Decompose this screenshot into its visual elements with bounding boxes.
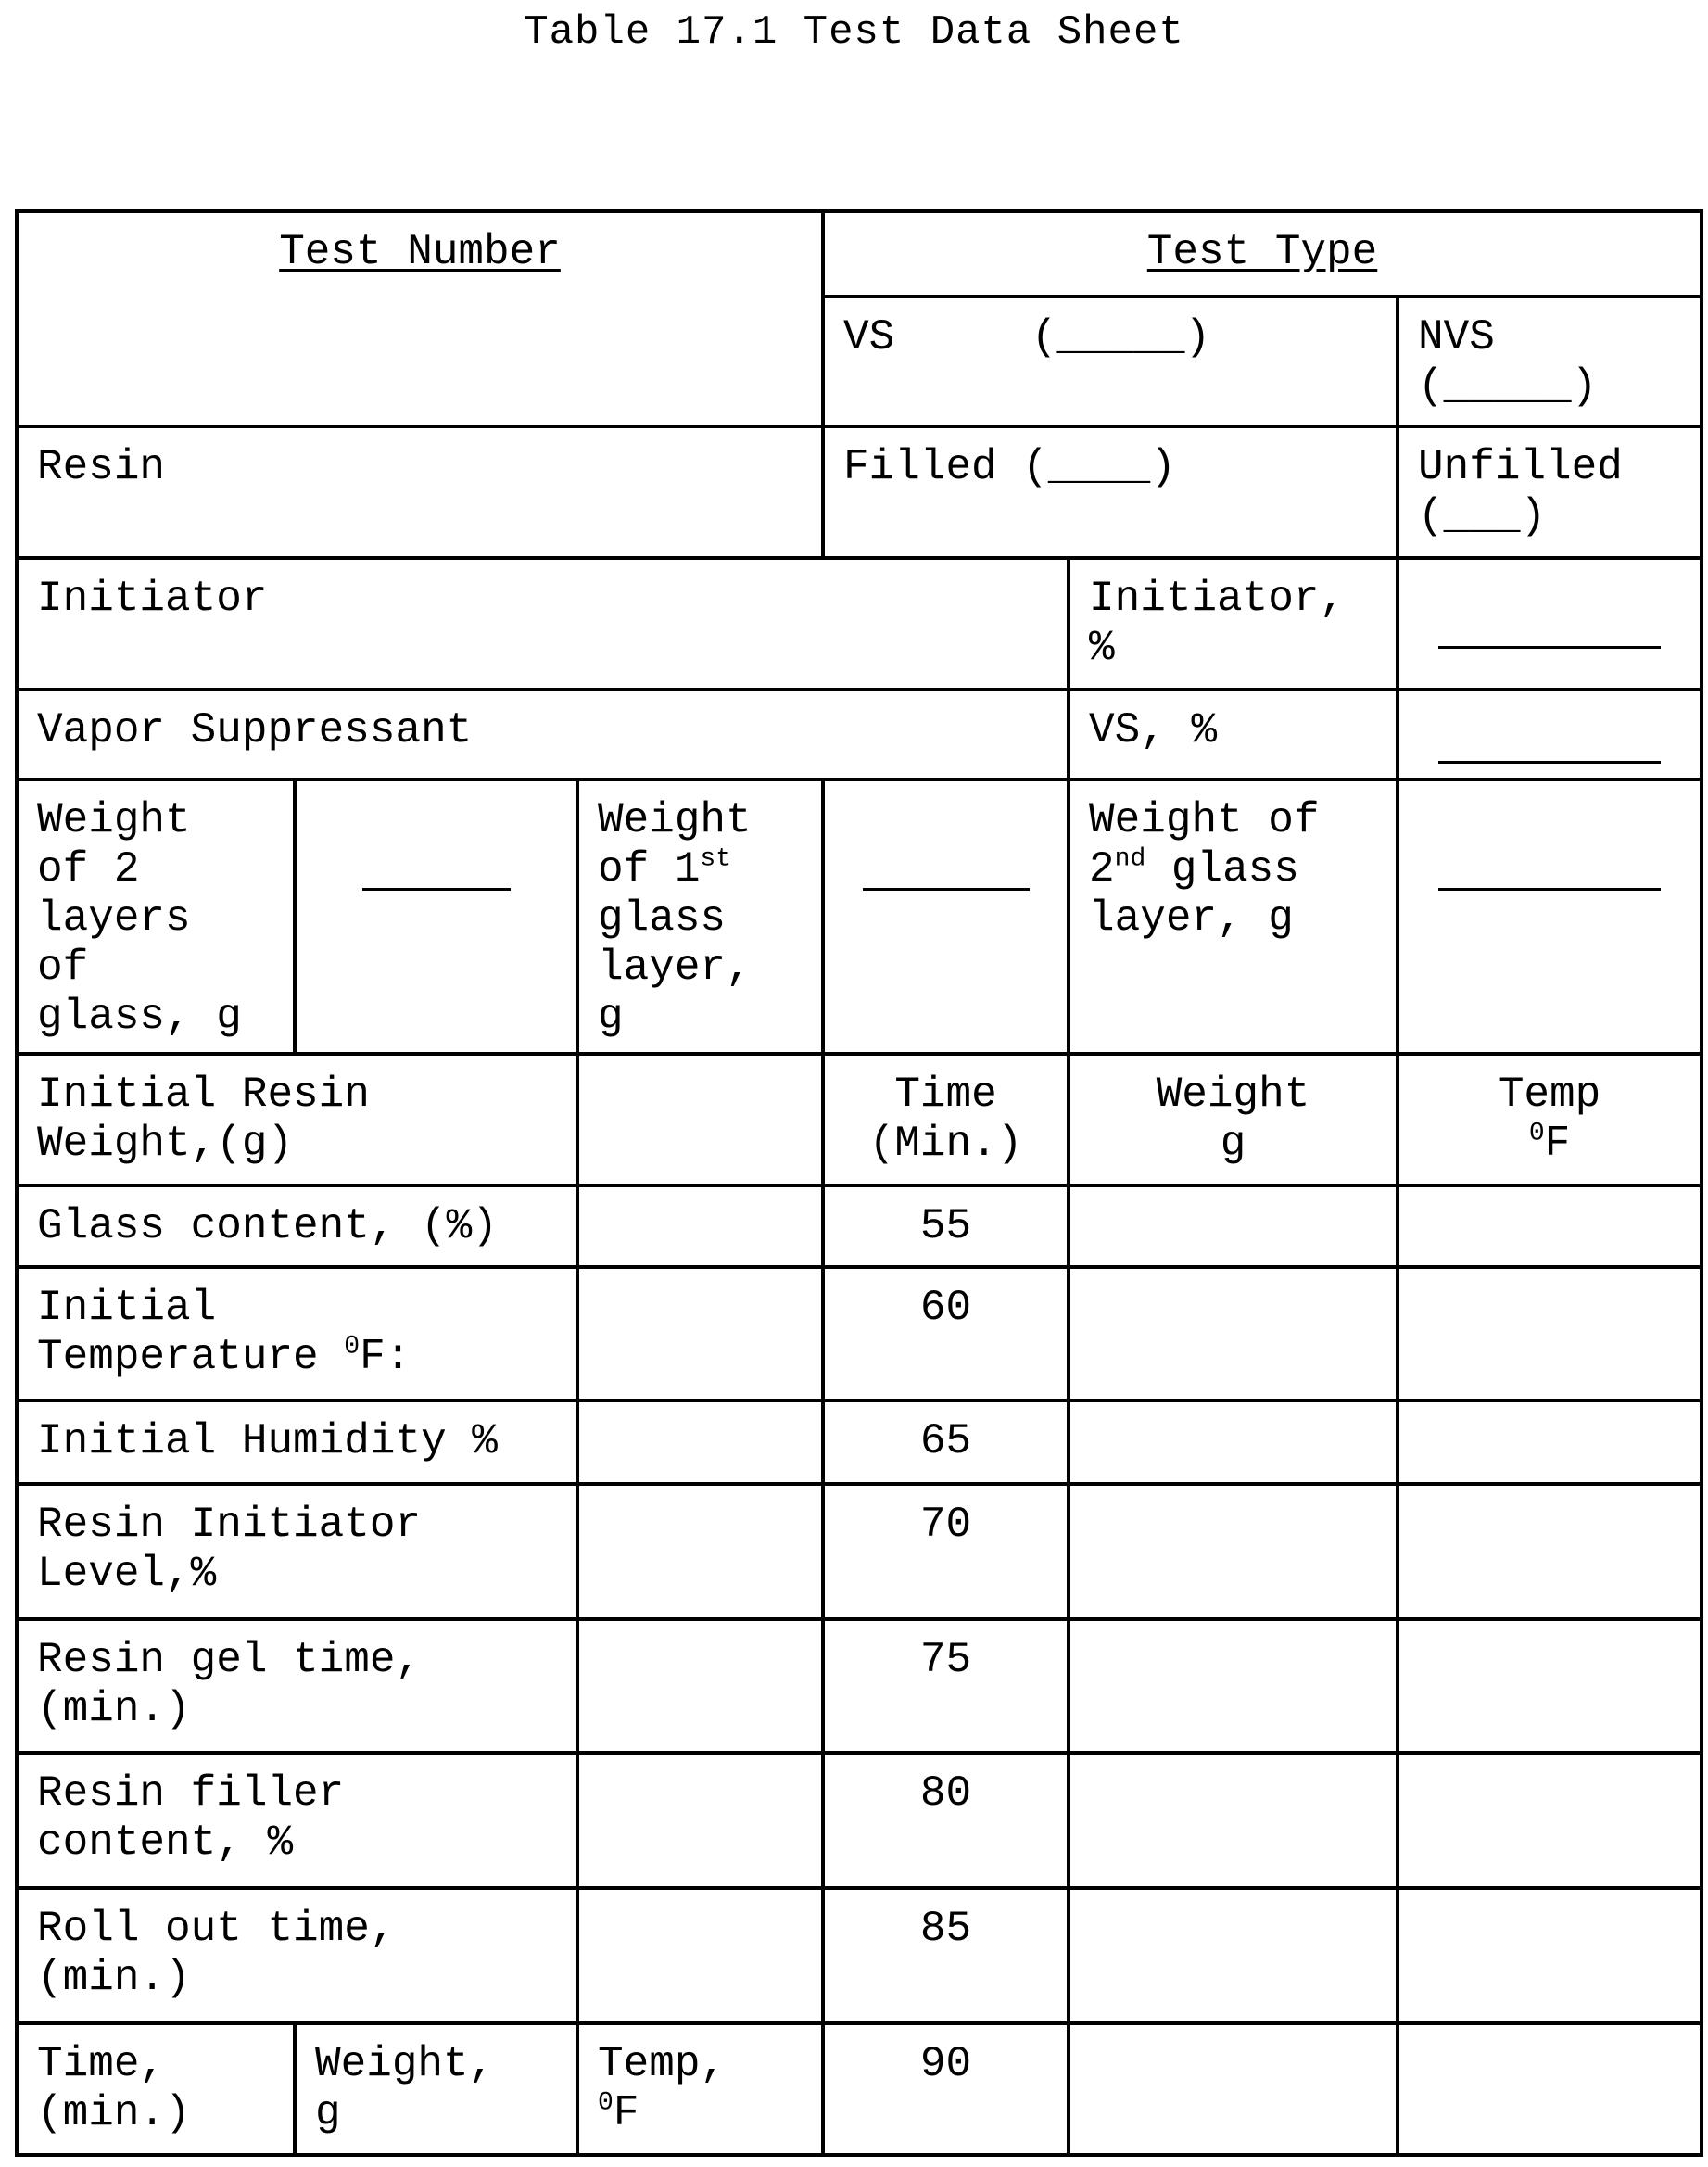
nvs-label: NVS — [1418, 313, 1495, 361]
footer-temp-sup: 0 — [598, 2088, 614, 2118]
nvs-blank: (_____) — [1418, 362, 1598, 411]
footer-temp-text: Temp, — [598, 2040, 727, 2088]
resin-cell — [17, 426, 823, 558]
weight-entry-85[interactable] — [1069, 1888, 1398, 2023]
footer-temp-label — [577, 2023, 823, 2155]
test-number-label: Test Number — [279, 228, 561, 276]
weight-two-layers-label: Weight of 2 layers of glass, g — [17, 779, 295, 1054]
row-value-6[interactable] — [577, 1753, 823, 1888]
unfilled-cell[interactable] — [1398, 426, 1702, 558]
row-value-7[interactable] — [577, 1888, 823, 2023]
weight-first-sup: st — [700, 844, 732, 874]
vs-label: VS — [843, 313, 895, 361]
weight-first-text-b: glass layer, g — [598, 894, 752, 1041]
time-value-65: 65 — [823, 1400, 1069, 1484]
initiator-pct-field[interactable] — [1398, 558, 1702, 690]
test-type-label: Test Type — [1146, 228, 1378, 276]
row-value-3[interactable] — [577, 1400, 823, 1484]
weight-second-layer-label — [1069, 779, 1398, 1054]
temp-entry-90[interactable] — [1398, 2023, 1702, 2155]
temp-entry-75[interactable] — [1398, 1619, 1702, 1753]
weight-first-text-a: Weight of 1 — [598, 796, 752, 893]
row-label-2 — [17, 1267, 577, 1400]
initiator-cell — [17, 558, 1069, 690]
temp-entry-60[interactable] — [1398, 1267, 1702, 1400]
weight-first-layer-blank — [863, 882, 1030, 891]
weight-entry-70[interactable] — [1069, 1484, 1398, 1619]
row-value-2[interactable] — [577, 1267, 823, 1400]
time-value-70: 70 — [823, 1484, 1069, 1619]
weight-first-layer-field[interactable] — [823, 779, 1069, 1054]
vapor-suppressant-label: Vapor Suppressant — [37, 706, 473, 754]
weight-entry-80[interactable] — [1069, 1753, 1398, 1888]
vs-pct-blank — [1438, 755, 1661, 764]
time-value-80: 80 — [823, 1753, 1069, 1888]
weight-entry-75[interactable] — [1069, 1619, 1398, 1753]
row-label-2-unit: F: — [360, 1333, 411, 1381]
footer-temp-unit: F — [613, 2089, 639, 2137]
filled-label: Filled (____) — [843, 443, 1176, 491]
weight-entry-60[interactable] — [1069, 1267, 1398, 1400]
row-label-0: Initial Resin Weight,(g) — [17, 1054, 577, 1185]
filled-cell[interactable] — [823, 426, 1398, 558]
temp-entry-70[interactable] — [1398, 1484, 1702, 1619]
resin-label: Resin — [37, 443, 166, 491]
weight-two-layers-blank — [362, 882, 511, 891]
row-label-7: Roll out time, (min.) — [17, 1888, 577, 2023]
initiator-pct-blank — [1438, 640, 1661, 649]
temp-entry-65[interactable] — [1398, 1400, 1702, 1484]
test-data-table — [15, 209, 1703, 2157]
weight-first-layer-label — [577, 779, 823, 1054]
row-value-5[interactable] — [577, 1619, 823, 1753]
temp-column-header — [1398, 1054, 1702, 1185]
unfilled-blank: (___) — [1418, 492, 1547, 540]
row-label-3: Initial Humidity % — [17, 1400, 577, 1484]
vs-pct-field[interactable] — [1398, 690, 1702, 779]
row-value-0[interactable] — [577, 1054, 823, 1185]
footer-weight-label: Weight, g — [295, 2023, 577, 2155]
footer-time-label: Time, (min.) — [17, 2023, 295, 2155]
time-column-header: Time (Min.) — [823, 1054, 1069, 1185]
temp-header-text: Temp — [1498, 1071, 1601, 1119]
time-value-85: 85 — [823, 1888, 1069, 2023]
vs-cell[interactable] — [823, 297, 1398, 426]
row-label-6: Resin filler content, % — [17, 1753, 577, 1888]
row-label-4: Resin Initiator Level,% — [17, 1484, 577, 1619]
time-value-90: 90 — [823, 2023, 1069, 2155]
nvs-cell[interactable] — [1398, 297, 1702, 426]
time-value-55: 55 — [823, 1185, 1069, 1267]
time-value-75: 75 — [823, 1619, 1069, 1753]
row-value-1[interactable] — [577, 1185, 823, 1267]
page-title: Table 17.1 Test Data Sheet — [524, 9, 1184, 56]
vs-blank: (_____) — [1031, 313, 1211, 361]
weight-entry-65[interactable] — [1069, 1400, 1398, 1484]
row-label-5: Resin gel time, (min.) — [17, 1619, 577, 1753]
row-value-4[interactable] — [577, 1484, 823, 1619]
row-label-2-text: Initial Temperature — [37, 1284, 319, 1381]
weight-entry-55[interactable] — [1069, 1185, 1398, 1267]
row-label-2-sup: 0 — [344, 1332, 361, 1362]
test-number-cell — [17, 211, 823, 426]
temp-entry-85[interactable] — [1398, 1888, 1702, 2023]
vs-pct-label: VS, % — [1069, 690, 1398, 779]
weight-second-layer-blank — [1438, 882, 1661, 891]
weight-second-sup: nd — [1114, 844, 1146, 874]
time-value-60: 60 — [823, 1267, 1069, 1400]
weight-column-header: Weight g — [1069, 1054, 1398, 1185]
temp-entry-55[interactable] — [1398, 1185, 1702, 1267]
initiator-pct-label: Initiator, % — [1069, 558, 1398, 690]
weight-two-layers-field[interactable] — [295, 779, 577, 1054]
weight-second-text-b: glass layer, g — [1089, 845, 1299, 943]
test-type-cell — [823, 211, 1702, 297]
temp-header-sup: 0 — [1528, 1119, 1545, 1148]
vapor-suppressant-cell — [17, 690, 1069, 779]
weight-second-text-a: Weight of 2 — [1089, 796, 1320, 893]
row-label-1: Glass content, (%) — [17, 1185, 577, 1267]
weight-entry-90[interactable] — [1069, 2023, 1398, 2155]
temp-entry-80[interactable] — [1398, 1753, 1702, 1888]
temp-header-unit: F — [1544, 1120, 1571, 1168]
initiator-label: Initiator — [37, 575, 268, 623]
weight-second-layer-field[interactable] — [1398, 779, 1702, 1054]
unfilled-label: Unfilled — [1418, 443, 1623, 491]
